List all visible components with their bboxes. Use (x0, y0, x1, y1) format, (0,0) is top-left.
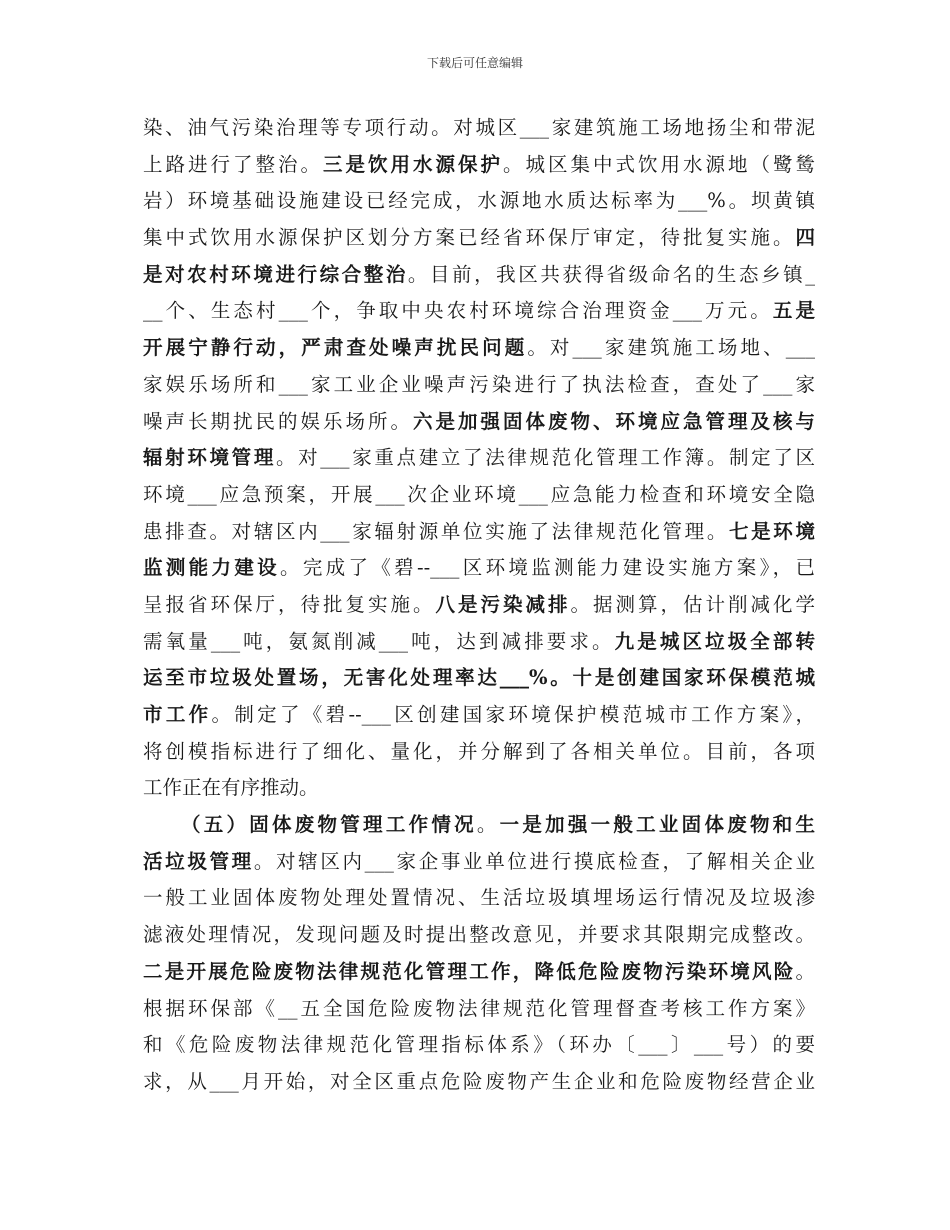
text-segment: 滤液处理情况，发现问题及时提出整改意见，并要求其限期完成整改。 (143, 923, 815, 947)
bold-text-segment: 五是 (772, 299, 815, 323)
text-line (143, 991, 815, 1028)
text-segment: 一般工业固体废物处理处置情况、生活垃圾填埋场运行情况及垃圾渗 (143, 886, 815, 910)
text-line (143, 220, 815, 257)
text-segment: 患排查。对辖区内___家辐射源单位实施了法律规范化管理。 (143, 519, 729, 543)
text-segment: 。 (476, 813, 500, 837)
text-segment: 。对辖区内___家企事业单位进行摸底检查，了解相关企业 (253, 849, 815, 873)
text-segment: 环境___应急预案，开展___次企业环境___应急能力检查和环境安全隐 (143, 482, 815, 506)
bold-text-segment: 七是环境 (728, 519, 815, 543)
text-line (143, 880, 815, 917)
bold-text-segment: 四 (795, 226, 815, 250)
text-line (143, 330, 815, 367)
bold-text-segment: 市工作 (143, 703, 212, 726)
text-line (143, 734, 815, 771)
text-segment: 根据环保部《__五全国危险废物法律规范化管理督查考核工作方案》 (143, 996, 815, 1020)
text-line (143, 550, 815, 587)
text-segment: 。城区集中式饮用水源地（鹭鸶 (503, 152, 815, 176)
text-line (143, 257, 815, 294)
text-segment: __个、生态村___个，争取中央农村环境综合治理资金___万元。 (143, 299, 773, 323)
text-line (143, 1027, 815, 1064)
text-line (143, 770, 815, 807)
bold-text-segment: 运至市垃圾处置场，无害化处理率达___%。十是创建国家环保模范城 (143, 666, 815, 690)
bold-text-segment: 监测能力建设 (143, 556, 280, 580)
text-segment: 家娱乐场所和___家工业企业噪声污染进行了执法检查，查处了___家 (143, 372, 815, 396)
text-segment: 呈报省环保厅，待批复实施。 (143, 592, 436, 616)
text-segment: 岩）环境基础设施建设已经完成，水源地水质达标率为___%。坝黄镇 (143, 189, 815, 213)
text-segment: 将创模指标进行了细化、量化，并分解到了各相关单位。目前，各项 (143, 739, 815, 763)
bold-text-segment: 二是开展危险废物法律规范化管理工作，降低危险废物污染环境风险 (143, 959, 796, 983)
text-line (143, 807, 815, 844)
text-line (143, 587, 815, 624)
bold-text-segment: 八是污染减排 (435, 592, 571, 616)
text-line (143, 404, 815, 441)
text-line (143, 110, 815, 147)
text-segment: 需氧量___吨，氨氮削减___吨，达到减排要求。 (143, 629, 615, 653)
text-segment: 染、油气污染治理等专项行动。对城区___家建筑施工场地扬尘和带泥 (143, 116, 815, 139)
text-segment: 。对___家重点建立了法律规范化管理工作簿。制定了区 (275, 446, 815, 470)
text-segment: 和《危险废物法律规范化管理指标体系》（环办〔___〕___号）的要 (143, 1033, 815, 1057)
text-line (143, 183, 815, 220)
text-line (143, 440, 815, 477)
bold-text-segment: 辐射环境管理 (143, 446, 276, 470)
text-line (143, 660, 815, 697)
text-segment: 噪声长期扰民的娱乐场所。 (143, 409, 413, 433)
bold-text-segment: （五）固体废物管理工作情况 (181, 813, 477, 837)
document-body (143, 110, 815, 1101)
text-line (143, 917, 815, 954)
text-line (143, 624, 815, 661)
page-header: 下载后可任意编辑 (426, 56, 523, 70)
bold-text-segment: 一是加强一般工业固体废物和生 (499, 813, 815, 837)
text-line (143, 477, 815, 514)
text-line (143, 293, 815, 330)
text-line (143, 697, 815, 734)
bold-text-segment: 三是饮用水源保护 (323, 152, 503, 176)
text-segment: 。对___家建筑施工场地、___ (527, 336, 815, 360)
text-line (143, 367, 815, 404)
bold-text-segment: 是对农村环境进行综合整治 (143, 262, 408, 286)
text-segment: 求，从___月开始，对全区重点危险废物产生企业和危险废物经营企业 (143, 1069, 815, 1093)
text-segment: 。目前，我区共获得省级命名的生态乡镇_ (407, 262, 815, 286)
text-line (143, 954, 815, 991)
text-line (143, 844, 815, 881)
bold-text-segment: 活垃圾管理 (143, 849, 254, 873)
bold-text-segment: 九是城区垃圾全部转 (614, 629, 815, 653)
bold-text-segment: 六是加强固体废物、环境应急管理及核与 (413, 409, 815, 433)
text-segment: 。 (795, 959, 815, 983)
text-segment: 。据测算，估计削减化学 (570, 592, 815, 616)
bold-text-segment: 开展宁静行动，严肃查处噪声扰民问题 (143, 336, 528, 360)
text-line (143, 147, 815, 184)
text-segment: 工作正在有序推动。 (143, 776, 319, 800)
text-segment: 。制定了《碧--___区创建国家环境保护模范城市工作方案》， (211, 703, 815, 726)
text-segment: 集中式饮用水源保护区划分方案已经省环保厅审定，待批复实施。 (143, 226, 796, 250)
text-segment: 上路进行了整治。 (143, 152, 323, 176)
text-line (143, 1064, 815, 1101)
text-segment: 。完成了《碧--___区环境监测能力建设实施方案》，已 (280, 556, 815, 580)
text-line (143, 514, 815, 551)
